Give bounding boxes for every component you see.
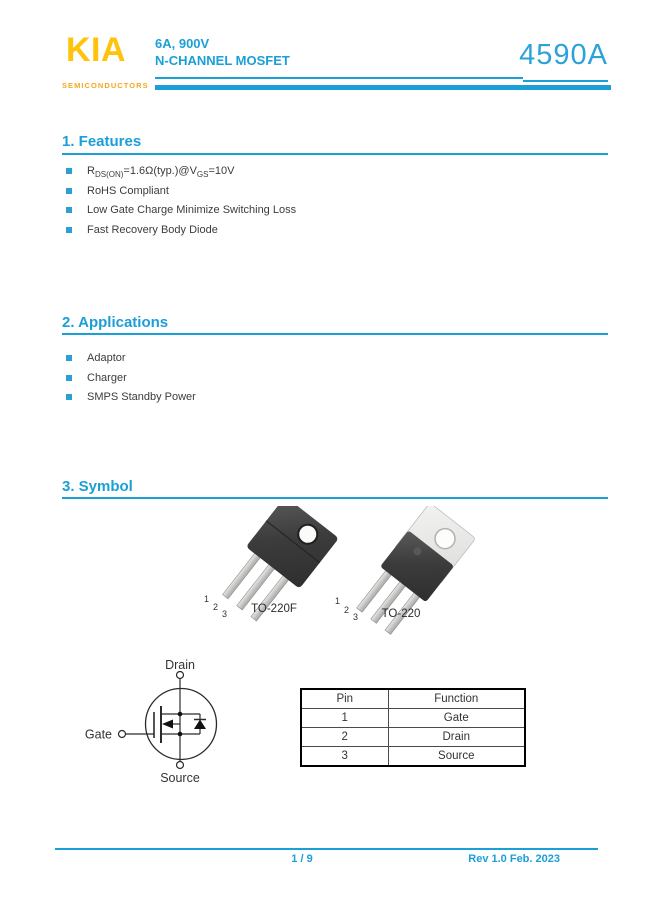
header-rule-left bbox=[155, 77, 523, 79]
features-section-rule bbox=[62, 153, 608, 155]
to-220-pin-3-label: 3 bbox=[353, 612, 359, 622]
mosfet-circuit-symbol bbox=[85, 655, 300, 790]
feature-item bbox=[66, 203, 296, 217]
applications-section-rule bbox=[62, 333, 608, 335]
to-220f-package-label: TO-220F bbox=[251, 603, 297, 615]
application-item bbox=[66, 371, 196, 385]
header-accent-bar bbox=[155, 85, 611, 90]
drain-terminal-label: Drain bbox=[165, 658, 195, 672]
application-item-text: Adaptor bbox=[87, 352, 126, 364]
to-220f-pin-2-label: 2 bbox=[213, 602, 219, 612]
bullet-square-icon bbox=[66, 355, 72, 361]
pin-table-cell: 1 bbox=[301, 709, 388, 728]
device-type: N-CHANNEL MOSFET bbox=[155, 53, 290, 68]
source-junction-dot bbox=[178, 732, 183, 737]
pin-function-table bbox=[300, 688, 526, 767]
brand-logo: KIA bbox=[66, 31, 127, 69]
pin-table-cell: 2 bbox=[301, 728, 388, 747]
package-photos bbox=[185, 506, 485, 636]
bullet-square-icon bbox=[66, 227, 72, 233]
to-220-package-image bbox=[335, 506, 476, 636]
to-220f-pin-1-label: 1 bbox=[204, 594, 210, 604]
feature-item-text: Low Gate Charge Minimize Switching Loss bbox=[87, 204, 297, 216]
application-item-text: Charger bbox=[87, 371, 127, 384]
bullet-square-icon bbox=[66, 207, 72, 213]
bullet-square-icon bbox=[66, 394, 72, 400]
feature-item-text: $R_{DS(ON)}=1.6\Omega(typ.)@V_{GS}=10V$ bbox=[87, 165, 235, 180]
pin-table-column-header: Pin bbox=[301, 689, 388, 709]
feature-item bbox=[66, 184, 296, 198]
application-item-text: SMPS Standby Power bbox=[87, 391, 196, 403]
body-diode-icon bbox=[194, 720, 206, 730]
application-item bbox=[66, 351, 196, 365]
part-number: 4590A bbox=[519, 39, 608, 71]
pin-table-cell: Source bbox=[388, 747, 525, 767]
applications-list bbox=[66, 351, 196, 410]
pin-table-cell: Gate bbox=[388, 709, 525, 728]
to-220f-package-image bbox=[204, 506, 339, 630]
features-list bbox=[66, 164, 296, 242]
bullet-square-icon bbox=[66, 188, 72, 194]
pin-table-cell: Drain bbox=[388, 728, 525, 747]
brand-logo-subtext: SEMICONDUCTORS bbox=[62, 81, 149, 90]
application-item bbox=[66, 390, 196, 404]
pin-table-body bbox=[301, 709, 525, 767]
drain-junction-dot bbox=[178, 712, 183, 717]
to-220-package-label: TO-220 bbox=[381, 608, 421, 620]
feature-item bbox=[66, 164, 296, 178]
pin-table-row bbox=[301, 709, 525, 728]
feature-item-text: Fast Recovery Body Diode bbox=[87, 223, 218, 236]
bullet-square-icon bbox=[66, 168, 72, 174]
bullet-square-icon bbox=[66, 375, 72, 381]
features-section-title: 1. Features bbox=[62, 133, 142, 150]
substrate-arrow-icon bbox=[162, 720, 173, 729]
symbol-section-rule bbox=[62, 497, 608, 499]
footer-rule bbox=[55, 848, 598, 850]
gate-terminal-label: Gate bbox=[85, 727, 112, 742]
pin-table-cell: 3 bbox=[301, 747, 388, 767]
pin-table-row bbox=[301, 747, 525, 767]
source-terminal-label: Source bbox=[160, 771, 200, 785]
applications-section-title: 2. Applications bbox=[62, 314, 169, 331]
pin-table-header bbox=[301, 689, 525, 709]
feature-item-text: RoHS Compliant bbox=[87, 184, 169, 197]
pin-table-row bbox=[301, 728, 525, 747]
revision-label: Rev 1.0 Feb. 2023 bbox=[468, 853, 560, 865]
pin-table-column-header: Function bbox=[388, 689, 525, 709]
symbol-section-title: 3. Symbol bbox=[62, 478, 133, 495]
to-220f-pin-3-label: 3 bbox=[222, 609, 228, 619]
page-number: 1 / 9 bbox=[291, 853, 313, 865]
header-rule-right bbox=[523, 80, 608, 82]
device-rating: 6A, 900V bbox=[155, 36, 210, 51]
feature-item bbox=[66, 223, 296, 237]
to-220-pin-1-label: 1 bbox=[335, 596, 341, 606]
to-220-pin-2-label: 2 bbox=[344, 605, 350, 615]
